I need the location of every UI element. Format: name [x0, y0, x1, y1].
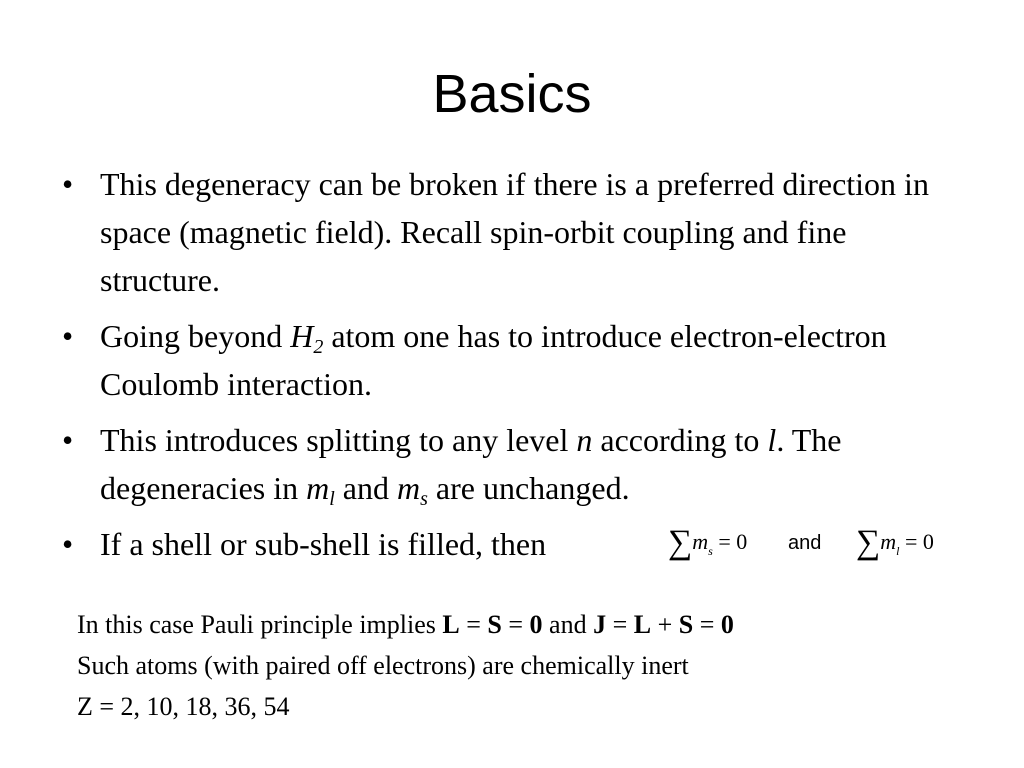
z-values-line: Z = 2, 10, 18, 36, 54 [77, 692, 290, 721]
bullet-text-post: atom one has to introduce electron-electron Coulomb interaction. [100, 318, 887, 402]
and-text: and [788, 532, 822, 554]
ml-var: m [880, 529, 897, 554]
ms-variable: m [396, 470, 421, 506]
inert-line: Such atoms (with paired off electrons) are chemically inert [77, 651, 689, 680]
equals: = [459, 610, 488, 639]
zero-value: 0 [720, 610, 734, 639]
bullet-coulomb [62, 312, 952, 408]
eq-zero: = 0 [899, 529, 934, 554]
bullet-splitting [62, 416, 952, 512]
and-text: and [542, 610, 594, 639]
bullet-text: If a shell or sub-shell is filled, then [100, 526, 547, 562]
bullet-text-pre: Going beyond [100, 318, 291, 354]
sigma-symbol: ∑ [856, 524, 881, 561]
eq-zero: = 0 [712, 529, 748, 554]
bullet-text-d: are unchanged. [427, 470, 630, 506]
L-symbol: L [633, 610, 652, 639]
equals: = [693, 610, 721, 639]
pauli-text: In this case Pauli principle implies [77, 610, 443, 639]
bullet-list [62, 160, 952, 576]
equals: = [501, 610, 530, 639]
bullet-text-a: This introduces splitting to any level [100, 422, 577, 458]
bullet-marker: • [62, 318, 74, 354]
bullet-text-and: and [334, 470, 397, 506]
L-symbol: L [442, 610, 460, 639]
bullet-marker: • [62, 166, 74, 202]
J-symbol: J [593, 610, 607, 639]
sum-ms-formula [668, 522, 747, 571]
bullet-degeneracy [62, 160, 952, 304]
ml-subscript: l [329, 488, 335, 510]
zero-value: 0 [529, 610, 543, 639]
ms-sub: s [708, 544, 713, 558]
ml-sub: l [896, 544, 900, 558]
pauli-line [77, 604, 977, 645]
n-variable: n [576, 422, 593, 458]
S-symbol: S [678, 610, 694, 639]
ml-variable: m [306, 470, 330, 506]
h-subscript: 2 [313, 336, 324, 358]
sigma-symbol: ∑ [668, 524, 693, 561]
h-variable: H [290, 318, 314, 354]
equals: = [606, 610, 634, 639]
sum-ml-formula [856, 522, 934, 571]
S-symbol: S [487, 610, 502, 639]
slide-title: Basics [432, 64, 592, 124]
bullet-text: This degeneracy can be broken if there is a preferred direction in space (magnetic field). Recall spin-orbit coupling and fine structure. [100, 166, 929, 298]
bullet-marker: • [62, 422, 74, 458]
bullet-text-b: according to [592, 422, 768, 458]
sum-and-word [788, 522, 821, 563]
notes-block [77, 604, 977, 727]
l-variable: l [767, 422, 777, 458]
bullet-text-c: . The degeneracies in [100, 422, 842, 506]
ms-subscript: s [420, 488, 428, 510]
ms-var: m [692, 529, 709, 554]
plus: + [651, 610, 679, 639]
bullet-marker: • [62, 526, 74, 562]
